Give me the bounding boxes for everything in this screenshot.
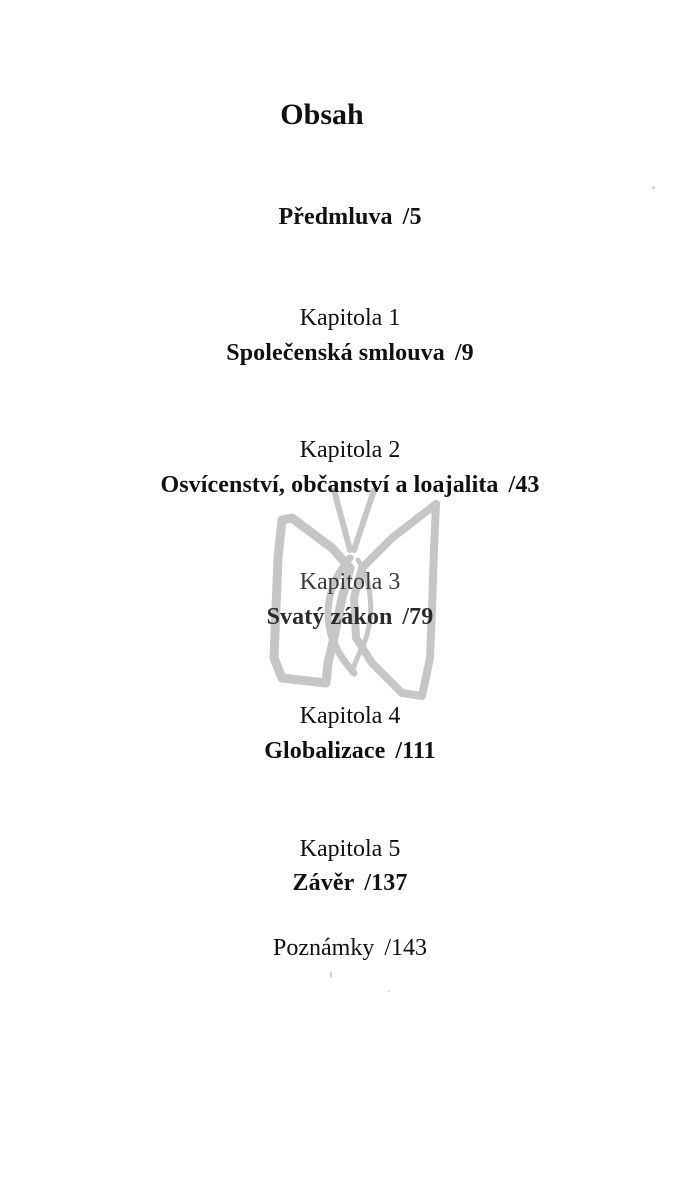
chapter-1-label: Kapitola 1 (299, 305, 401, 331)
entry-title: Poznámky (273, 935, 375, 961)
page-title: Obsah (280, 98, 364, 131)
entry-title: Společenská smlouva (226, 340, 445, 366)
entry-title: Osvícenství, občanství a loajalita (160, 472, 499, 498)
entry-title: Globalizace (264, 738, 386, 764)
toc-entry-poznamky (0, 935, 700, 962)
toc-entry-chapter-2 (0, 472, 700, 499)
chapter-4-label: Kapitola 4 (299, 703, 401, 729)
entry-title: Svatý zákon (266, 604, 393, 630)
chapter-3-label: Kapitola 3 (299, 569, 401, 595)
entry-title: Závěr (292, 870, 355, 896)
toc-entry-chapter-1 (0, 340, 700, 367)
entry-title: Předmluva (278, 204, 393, 230)
entry-page-number: /137 (364, 870, 408, 896)
chapter-2-label: Kapitola 2 (299, 437, 401, 463)
entry-page-number: /43 (508, 472, 540, 498)
toc-entry-chapter-5 (0, 870, 700, 897)
entry-page-number: /5 (402, 204, 422, 230)
entry-page-number: /143 (384, 935, 427, 961)
entry-page-number: /111 (395, 738, 436, 764)
scan-speck (330, 972, 332, 978)
scan-speck (652, 186, 655, 189)
scan-speck (388, 990, 390, 992)
toc-entry-predmluva (0, 204, 700, 231)
toc-entry-chapter-3 (0, 604, 700, 631)
entry-page-number: /9 (454, 340, 474, 366)
entry-page-number: /79 (402, 604, 434, 630)
toc-entry-chapter-4 (0, 738, 700, 765)
chapter-5-label: Kapitola 5 (299, 836, 401, 862)
